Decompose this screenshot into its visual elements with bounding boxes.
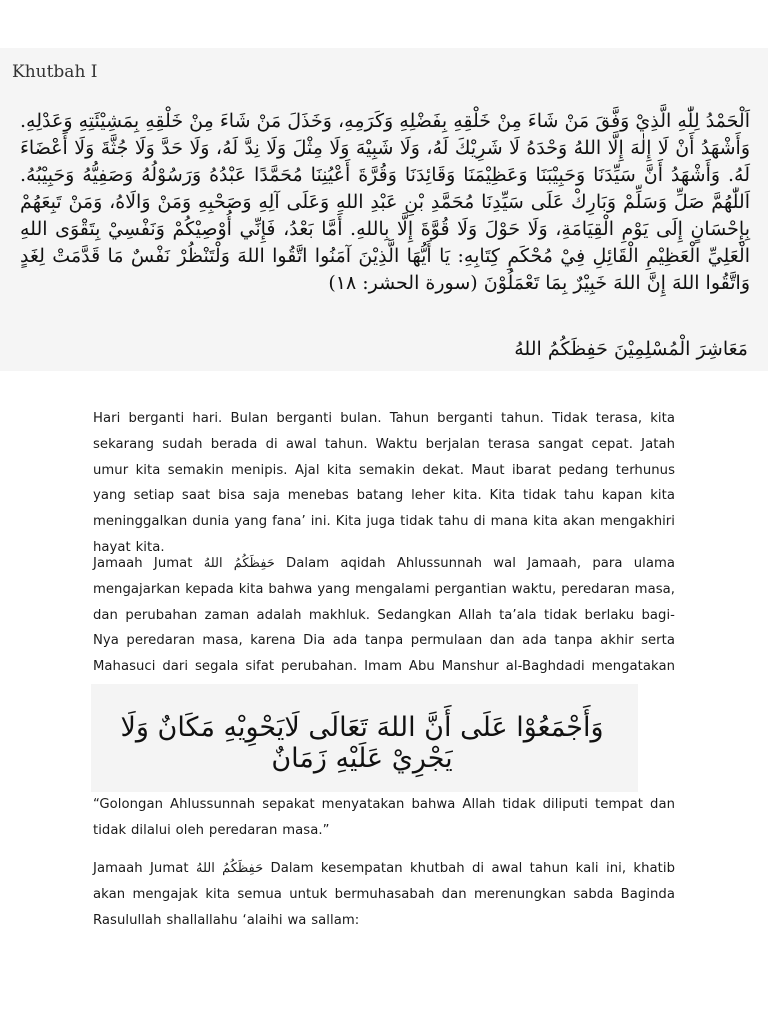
khutbah-title: Khutbah I: [12, 62, 98, 82]
khutbah-header-box: [0, 48, 768, 371]
paragraph-intro: [93, 406, 675, 561]
arabic-opening-text: اَلْحَمْدُ لِلّٰهِ الَّذِيْ وَفَّقَ مَنْ شَاءَ مِنْ خَلْقِهِ بِفَضْلِهِ وَكَرَمِهِ، وَخَذَلَ مَنْ شَاءَ مِنْ خَلْقِهِ بِمَشِيْئَتِهِ وَعَدْلِهِ. وَأَشْهَدُ أَنْ لَا إِلٰهَ إِلَّا اللهُ وَحْدَهُ لَا شَرِيْكَ لَهُ، وَلَا شَبِيْهَ وَلَا مِثْلَ وَلَا نِدَّ لَهُ، وَلَا حَدَّ وَلَا جُثَّةَ وَلَا أَعْضَاءَ لَهُ. وَأَشْهَدُ أَنَّ سَيِّدَنَا وَحَبِيْبَنَا وَعَظِيْمَنَا وَقَائِدَنَا وَقُرَّةَ أَعْيُنِنَا مُحَمَّدًا عَبْدُهُ وَرَسُوْلُهُ وَصَفِيُّهُ وَحَبِيْبُهُ. اَللّٰهُمَّ صَلِّ وَسَلِّمْ وَبَارِكْ عَلَى سَيِّدِنَا مُحَمَّدِ بْنِ عَبْدِ اللهِ وَعَلَى آلِهِ وَصَحْبِهِ وَمَنْ وَالَاهُ، وَمَنْ تَبِعَهُمْ بِإِحْسَانٍ إِلَى يَوْمِ الْقِيَامَةِ، وَلَا حَوْلَ وَلَا قُوَّةَ إِلَّا بِاللهِ. أَمَّا بَعْدُ، فَإِنِّي أُوْصِيْكُمْ وَنَفْسِيْ بِتَقْوَى اللهِ الْعَلِيِّ الْعَظِيْمِ الْقَائِلِ فِيْ مُحْكَمِ كِتَابِهِ: يَا أَيُّهَا الَّذِيْنَ آمَنُوا اتَّقُوا اللهَ وَلْتَنْظُرْ نَفْسٌ مَا قَدَّمَتْ لِغَدٍ وَاتَّقُوا اللهَ إِنَّ اللهَ خَبِيْرٌ بِمَا تَعْمَلُوْنَ (سورة الحشر: ١٨): [20, 110, 750, 294]
arabic-inline-hafizakum-2: حَفِظَكُمُ اللهُ: [195, 861, 264, 876]
jamaah-lead-2: Jamaah Jumat: [93, 861, 189, 876]
jamaah-lead: Jamaah Jumat: [93, 556, 193, 571]
paragraph-muhasabah: [93, 856, 675, 933]
translation-text: “Golongan Ahlussunnah sepakat menyatakan bahwa Allah tidak diliputi tempat dan tidak dilalui oleh peredaran masa.”: [93, 797, 675, 838]
arabic-inline-hafizakum: حَفِظَكُمُ اللهُ: [203, 556, 275, 571]
paragraph-translation: [93, 792, 675, 844]
arabic-quote-box: [91, 684, 638, 792]
paragraph-aqidah: [93, 551, 675, 706]
arabic-quote-text: وَأَجْمَعُوْا عَلَى أَنَّ اللهَ تَعَالَى لَايَحْوِيْهِ مَكَانٌ وَلَا يَجْرِيْ عَلَيْهِ زَمَانٌ: [120, 712, 604, 774]
paragraph-muhasabah-text: Dalam kesempatan khutbah di awal tahun kali ini, khatib akan mengajak kita semua untuk bermuhasabah dan merenungkan sabda Baginda Rasulullah shallallahu ‘alaihi wa sallam:: [93, 861, 676, 928]
paragraph-intro-text: Hari berganti hari. Bulan berganti bulan. Tahun berganti tahun. Tidak terasa, kita sekarang sudah berada di awal tahun. Waktu berjalan terasa sangat cepat. Jatah umur kita semakin menipis. Ajal kita semakin dekat. Maut ibarat pedang terhunus yang setiap saat bisa saja menebas batang leher kita. Kita tidak tahu kapan kita meninggalkan dunia yang fana’ ini. Kita juga tidak tahu di mana kita akan mengakhiri hayat kita.: [93, 411, 675, 555]
paragraph-aqidah-text: Dalam aqidah Ahlussunnah wal Jamaah, para ulama mengajarkan kepada kita bahwa yang mengalami pergantian waktu, peredaran masa, dan perubahan zaman adalah makhluk. Sedangkan Allah ta’ala tidak berlaku bagi-Nya peredaran masa, karena Dia ada tanpa permulaan dan ada tanpa akhir serta Mahasuci dari segala sifat perubahan. Imam Abu Manshur al-Baghdadi mengatakan: [93, 556, 676, 675]
arabic-address-line: مَعَاشِرَ الْمُسْلِمِيْنَ حَفِظَكُمُ اللهُ: [514, 338, 748, 360]
